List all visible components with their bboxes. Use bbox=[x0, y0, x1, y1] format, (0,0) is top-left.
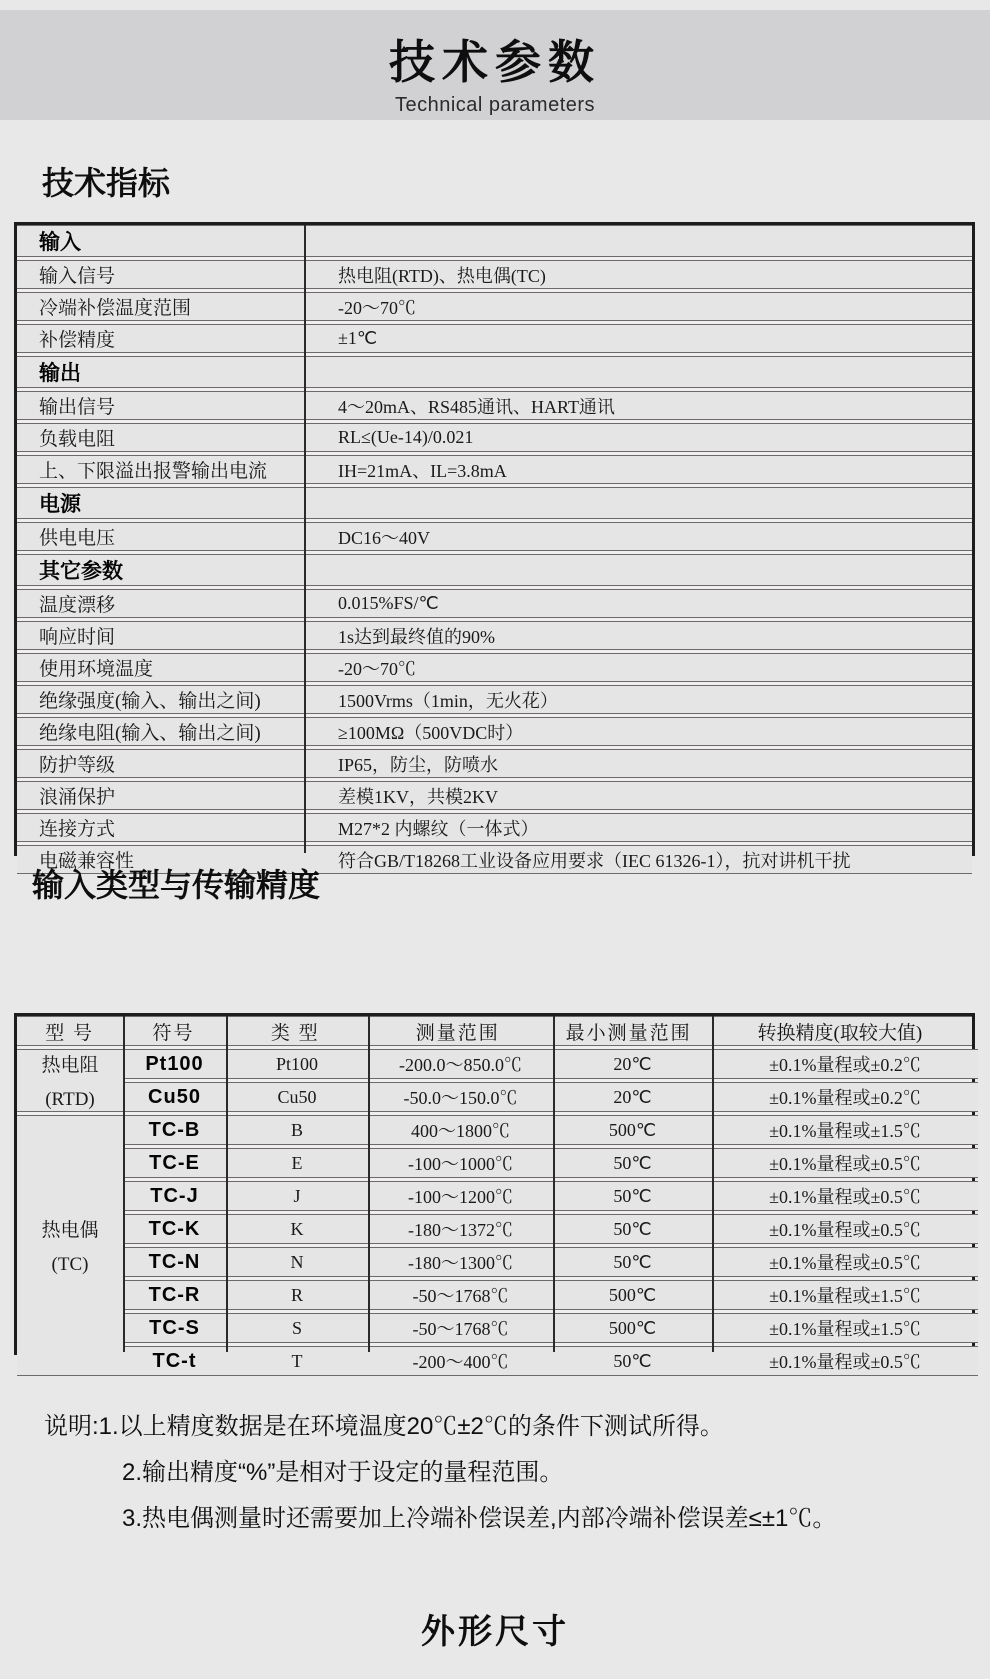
spec-value: 1s达到最终值的90% bbox=[338, 626, 495, 647]
rtd-rows bbox=[123, 1049, 978, 1112]
rtd-group bbox=[17, 1049, 972, 1112]
table-row bbox=[17, 391, 972, 420]
table-row bbox=[17, 455, 972, 484]
range-cell: -50.0～150.0℃ bbox=[403, 1088, 518, 1108]
notes bbox=[44, 1404, 964, 1542]
spec-value: ±1℃ bbox=[338, 328, 378, 348]
table-row bbox=[123, 1346, 978, 1376]
table-row bbox=[17, 554, 972, 586]
io-table bbox=[14, 1013, 975, 1372]
spec-label: 浪涌保护 bbox=[39, 787, 116, 808]
column-header: 型 号 bbox=[45, 1022, 95, 1044]
note-line: 说明:1.以上精度数据是在环境温度20℃±2℃的条件下测试所得。 bbox=[44, 1413, 724, 1440]
spec-table bbox=[14, 222, 975, 872]
spec-section-heading: 技术指标 bbox=[42, 165, 171, 201]
symbol-cell: TC-E bbox=[149, 1151, 200, 1174]
type-cell: R bbox=[290, 1284, 303, 1305]
model-name: 热电偶 bbox=[41, 1220, 99, 1241]
spec-value: 0.015%FS/℃ bbox=[338, 593, 439, 613]
table-row bbox=[17, 487, 972, 519]
range-cell: -200～400℃ bbox=[412, 1352, 509, 1372]
spec-label: 输入信号 bbox=[39, 266, 116, 287]
io-table-header bbox=[17, 1016, 972, 1046]
spec-label: 其它参数 bbox=[39, 560, 123, 583]
type-cell: T bbox=[291, 1350, 303, 1371]
spec-value: 4～20mA、RS485通讯、HART通讯 bbox=[338, 396, 615, 417]
spec-value: IP65，防尘，防喷水 bbox=[338, 754, 499, 775]
table-row bbox=[17, 589, 972, 618]
model-sub: (TC) bbox=[51, 1254, 89, 1275]
range-cell: -50～1768℃ bbox=[412, 1286, 509, 1306]
spec-label: 防护等级 bbox=[39, 755, 116, 776]
spec-value: 差模1KV，共模2KV bbox=[338, 786, 498, 807]
min-range-cell: 50℃ bbox=[613, 1152, 652, 1173]
table-row bbox=[123, 1148, 978, 1178]
type-cell: S bbox=[291, 1317, 302, 1338]
spec-value: ≥100MΩ（500VDC时） bbox=[338, 722, 524, 743]
column-divider bbox=[123, 1016, 125, 1352]
accuracy-cell: ±0.1%量程或±0.5℃ bbox=[769, 1253, 921, 1273]
accuracy-cell: ±0.1%量程或±0.5℃ bbox=[769, 1352, 921, 1372]
spec-value: 1500Vrms（1min，无火花） bbox=[338, 690, 558, 711]
symbol-cell: TC-R bbox=[148, 1283, 201, 1306]
symbol-cell: TC-K bbox=[148, 1217, 201, 1240]
spec-label: 绝缘强度(输入、输出之间) bbox=[39, 691, 261, 712]
range-cell: -180～1300℃ bbox=[408, 1253, 513, 1273]
spec-value: -20～70℃ bbox=[338, 297, 416, 318]
spec-label: 连接方式 bbox=[39, 819, 116, 840]
table-row bbox=[17, 292, 972, 321]
table-row bbox=[17, 324, 972, 353]
symbol-cell: Pt100 bbox=[145, 1052, 204, 1075]
accuracy-cell: ±0.1%量程或±1.5℃ bbox=[769, 1319, 921, 1339]
table-row bbox=[17, 717, 972, 746]
model-cell-rtd bbox=[17, 1049, 123, 1112]
spec-value: RL≤(Ue-14)/0.021 bbox=[338, 427, 474, 447]
range-cell: 400～1800℃ bbox=[411, 1121, 510, 1141]
table-row bbox=[123, 1049, 978, 1079]
spec-label: 上、下限溢出报警输出电流 bbox=[39, 461, 268, 482]
io-section-heading: 输入类型与传输精度 bbox=[32, 867, 321, 903]
min-range-cell: 50℃ bbox=[613, 1185, 652, 1206]
accuracy-cell: ±0.1%量程或±1.5℃ bbox=[769, 1286, 921, 1306]
min-range-cell: 50℃ bbox=[613, 1251, 652, 1272]
spec-label: 输出 bbox=[39, 362, 81, 385]
spec-label: 响应时间 bbox=[39, 627, 116, 648]
symbol-cell: TC-N bbox=[148, 1250, 201, 1273]
symbol-cell: Cu50 bbox=[148, 1085, 201, 1108]
table-row bbox=[17, 749, 972, 778]
table-row bbox=[17, 621, 972, 650]
min-range-cell: 20℃ bbox=[613, 1053, 652, 1074]
range-cell: -100～1000℃ bbox=[408, 1154, 513, 1174]
min-range-cell: 50℃ bbox=[613, 1218, 652, 1239]
spec-label: 电磁兼容性 bbox=[39, 851, 135, 872]
min-range-cell: 500℃ bbox=[608, 1119, 657, 1140]
min-range-cell: 500℃ bbox=[608, 1284, 657, 1305]
range-cell: -180～1372℃ bbox=[408, 1220, 513, 1240]
header-banner bbox=[0, 10, 990, 120]
table-row bbox=[123, 1181, 978, 1211]
range-cell: -50～1768℃ bbox=[412, 1319, 509, 1339]
type-cell: Cu50 bbox=[277, 1086, 317, 1107]
symbol-cell: TC-t bbox=[152, 1349, 197, 1372]
tc-rows bbox=[123, 1115, 978, 1376]
accuracy-cell: ±0.1%量程或±0.2℃ bbox=[769, 1055, 921, 1075]
table-row bbox=[123, 1082, 978, 1112]
spec-value: 热电阻(RTD)、热电偶(TC) bbox=[338, 265, 546, 286]
note-line: 3.热电偶测量时还需要加上冷端补偿误差,内部冷端补偿误差≤±1℃。 bbox=[122, 1505, 837, 1532]
spec-value: 符合GB/T18268工业设备应用要求（IEC 61326-1），抗对讲机干扰 bbox=[338, 850, 851, 871]
column-header: 类 型 bbox=[270, 1022, 320, 1044]
accuracy-cell: ±0.1%量程或±0.5℃ bbox=[769, 1187, 921, 1207]
model-sub: (RTD) bbox=[45, 1089, 95, 1110]
type-cell: N bbox=[290, 1251, 304, 1272]
accuracy-cell: ±0.1%量程或±0.2℃ bbox=[769, 1088, 921, 1108]
column-divider bbox=[368, 1016, 370, 1352]
column-divider bbox=[712, 1016, 714, 1352]
min-range-cell: 20℃ bbox=[613, 1086, 652, 1107]
table-row bbox=[17, 225, 972, 257]
table-row bbox=[17, 260, 972, 289]
table-row bbox=[17, 685, 972, 714]
symbol-cell: TC-S bbox=[149, 1316, 200, 1339]
column-divider bbox=[226, 1016, 228, 1352]
spec-label: 温度漂移 bbox=[39, 595, 116, 616]
spec-label: 负载电阻 bbox=[39, 429, 116, 450]
model-name: 热电阻 bbox=[41, 1055, 99, 1076]
tc-group bbox=[17, 1115, 972, 1376]
model-cell-tc bbox=[17, 1115, 123, 1376]
min-range-cell: 50℃ bbox=[613, 1350, 652, 1371]
range-cell: -100～1200℃ bbox=[408, 1187, 513, 1207]
symbol-cell: TC-J bbox=[150, 1184, 199, 1207]
page-title: 技术参数 bbox=[389, 36, 601, 88]
column-divider bbox=[304, 225, 306, 853]
spec-label: 冷端补偿温度范围 bbox=[39, 298, 192, 319]
min-range-cell: 500℃ bbox=[608, 1317, 657, 1338]
table-row bbox=[123, 1313, 978, 1343]
column-header: 最小测量范围 bbox=[565, 1022, 692, 1044]
column-header: 转换精度(取较大值) bbox=[757, 1022, 923, 1044]
accuracy-cell: ±0.1%量程或±1.5℃ bbox=[769, 1121, 921, 1141]
spec-value: M27*2 内螺纹（一体式） bbox=[338, 818, 539, 839]
page-subtitle: Technical parameters bbox=[394, 94, 596, 116]
symbol-cell: TC-B bbox=[148, 1118, 201, 1141]
range-cell: -200.0～850.0℃ bbox=[399, 1055, 522, 1075]
column-header: 测量范围 bbox=[415, 1022, 500, 1044]
spec-value: -20～70℃ bbox=[338, 658, 416, 679]
type-cell: K bbox=[290, 1218, 304, 1239]
note-line: 2.输出精度“%”是相对于设定的量程范围。 bbox=[122, 1459, 564, 1486]
table-row bbox=[17, 356, 972, 388]
spec-value: IH=21mA、IL=3.8mA bbox=[338, 460, 507, 481]
spec-label: 供电电压 bbox=[39, 528, 116, 549]
type-cell: J bbox=[293, 1185, 301, 1206]
column-divider bbox=[553, 1016, 555, 1352]
spec-label: 绝缘电阻(输入、输出之间) bbox=[39, 723, 261, 744]
table-row bbox=[17, 653, 972, 682]
accuracy-cell: ±0.1%量程或±0.5℃ bbox=[769, 1220, 921, 1240]
spec-label: 使用环境温度 bbox=[39, 659, 154, 680]
spec-value: DC16～40V bbox=[338, 527, 431, 548]
table-row bbox=[17, 522, 972, 551]
type-cell: Pt100 bbox=[275, 1053, 318, 1074]
table-row bbox=[17, 423, 972, 452]
spec-label: 输入 bbox=[39, 231, 81, 254]
table-row bbox=[123, 1247, 978, 1277]
table-row bbox=[17, 781, 972, 810]
column-header: 符号 bbox=[152, 1022, 195, 1044]
accuracy-cell: ±0.1%量程或±0.5℃ bbox=[769, 1154, 921, 1174]
type-cell: E bbox=[291, 1152, 303, 1173]
table-row bbox=[17, 813, 972, 842]
spec-label: 输出信号 bbox=[39, 397, 116, 418]
table-row bbox=[123, 1214, 978, 1244]
dimensions-section-heading: 外形尺寸 bbox=[421, 1613, 569, 1651]
table-row bbox=[123, 1115, 978, 1145]
spec-label: 补偿精度 bbox=[39, 330, 116, 351]
type-cell: B bbox=[290, 1119, 303, 1140]
spec-label: 电源 bbox=[39, 493, 81, 516]
table-row bbox=[123, 1280, 978, 1310]
